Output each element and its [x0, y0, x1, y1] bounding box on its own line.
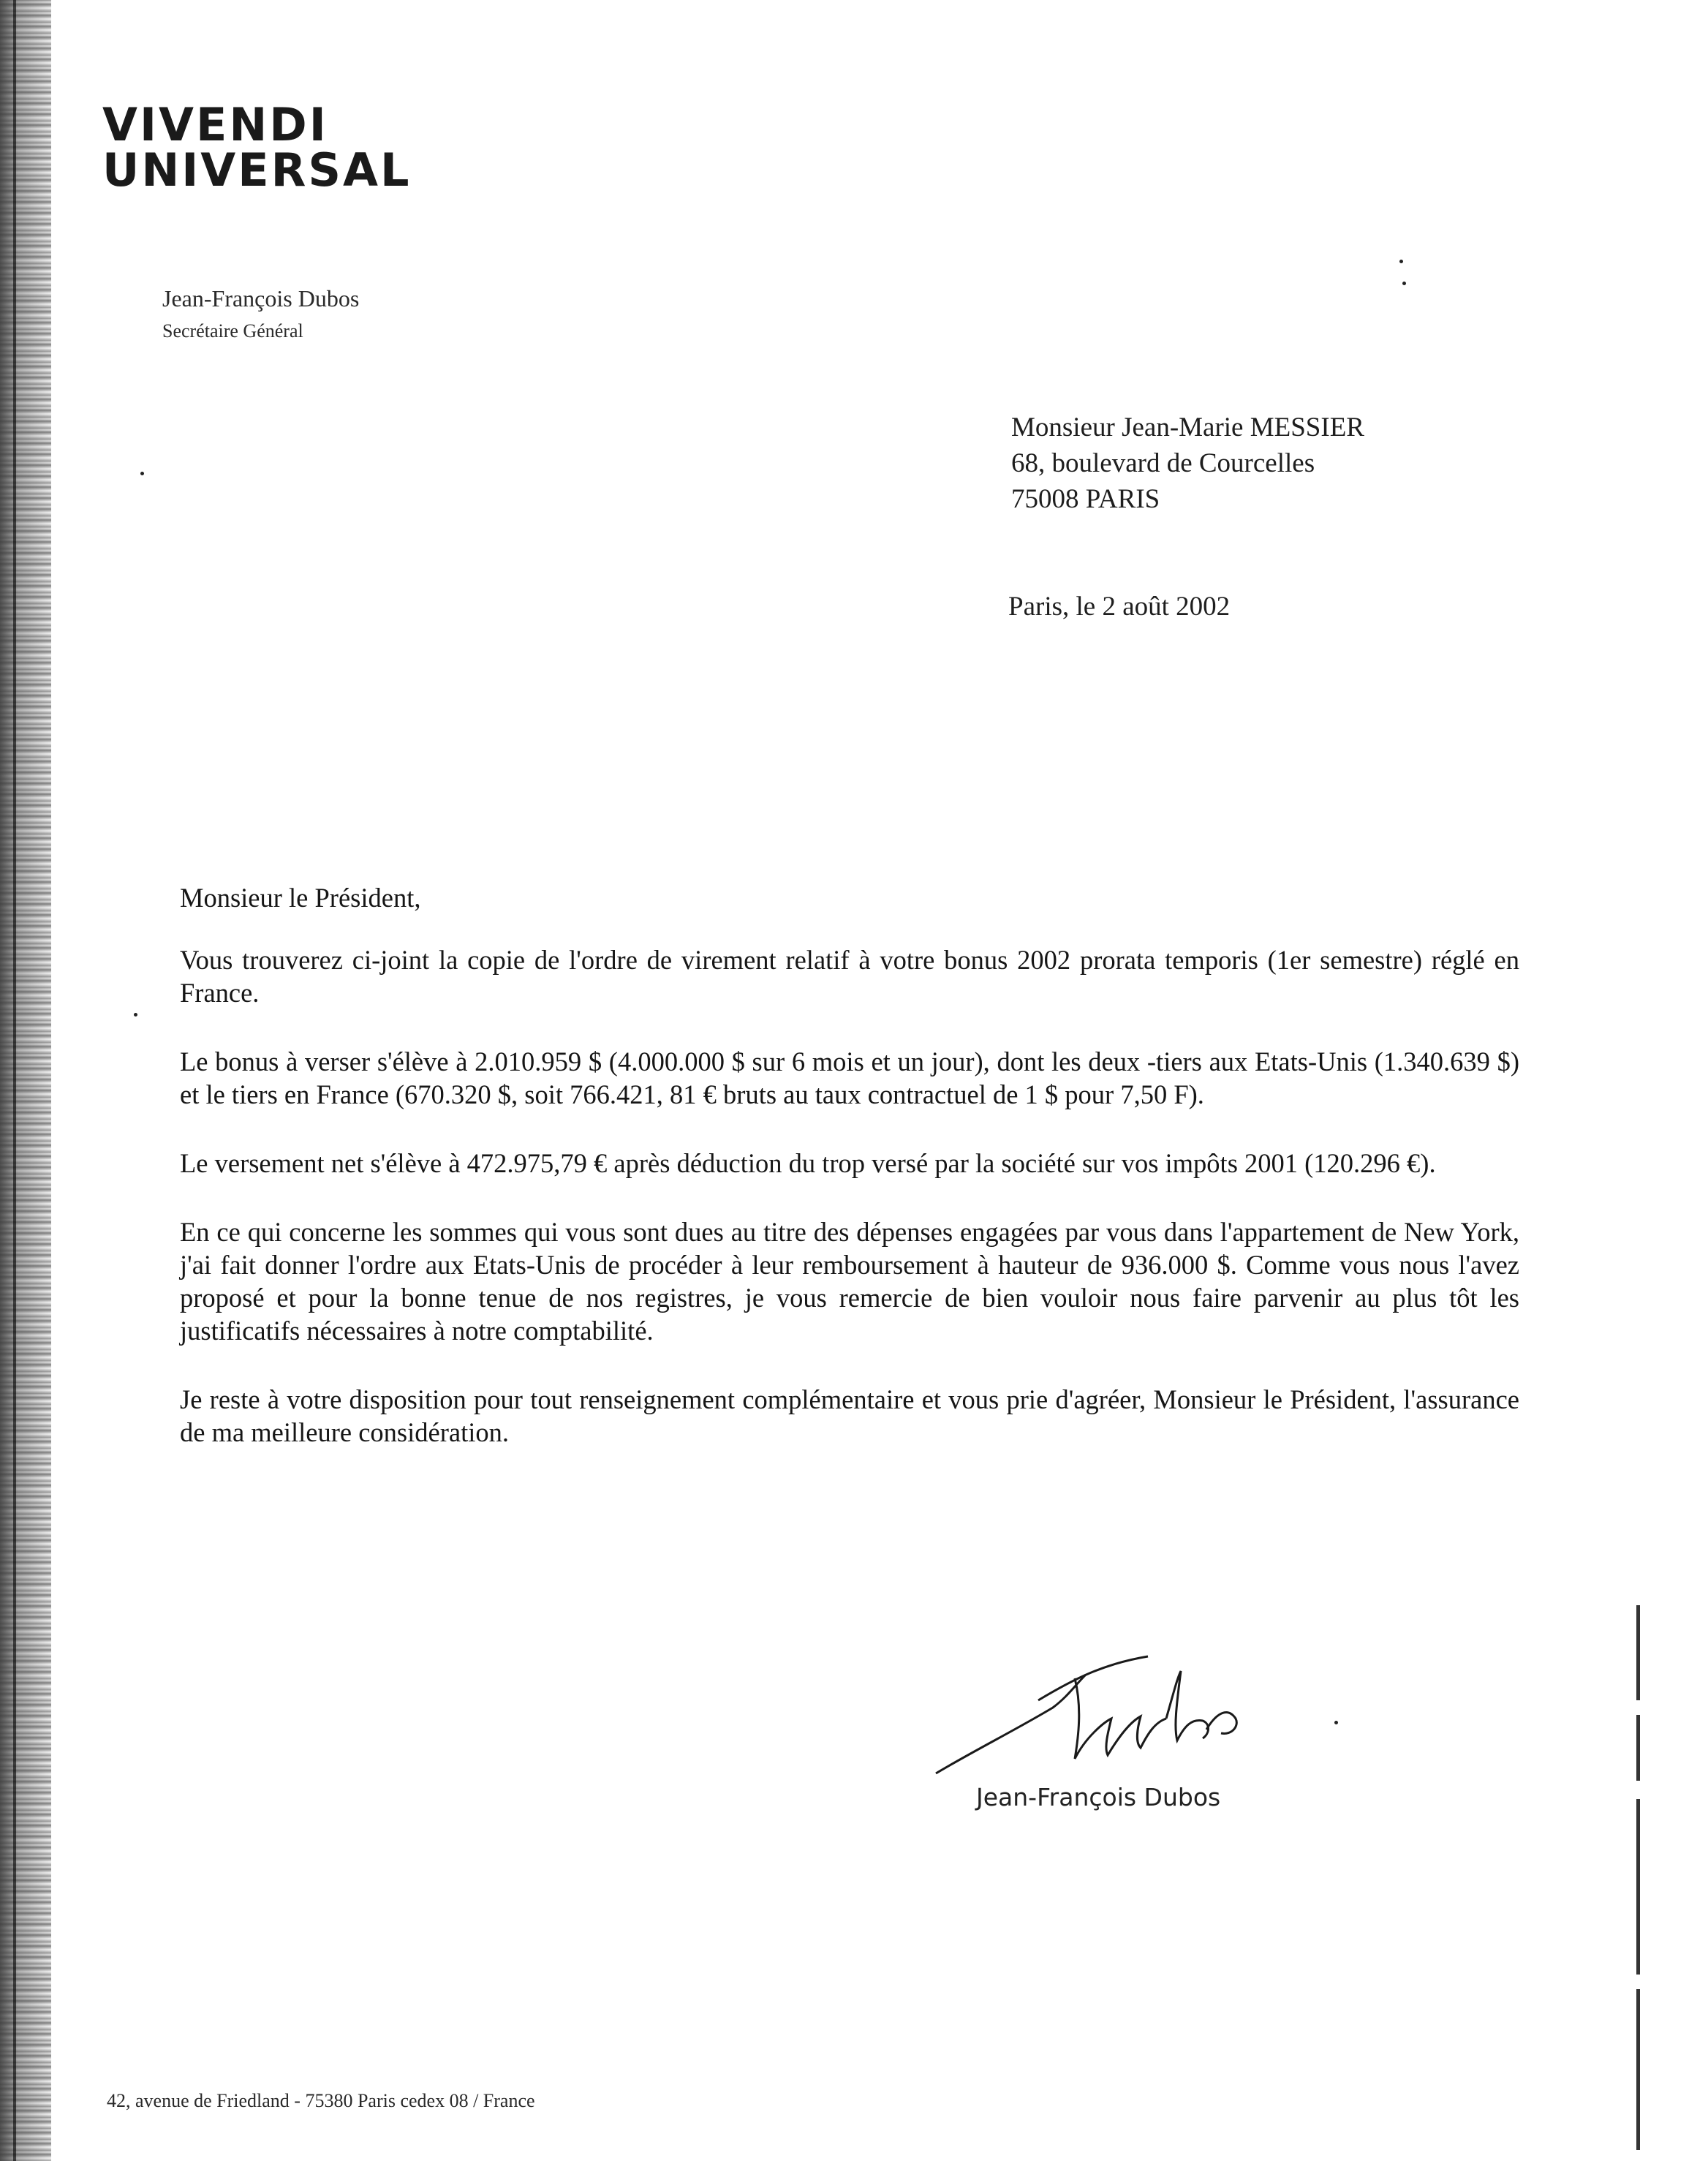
sender-name: Jean-François Dubos [162, 285, 360, 312]
sender-title: Secrétaire Général [162, 320, 303, 342]
handwritten-signature [929, 1649, 1338, 1781]
footer-address: 42, avenue de Friedland - 75380 Paris cedex 08 / France [107, 2090, 535, 2111]
paragraph-3: Le versement net s'élève à 472.975,79 € après déduction du trop versé par la société sur vos impôts 2001 (120.296 €). [180, 1148, 1436, 1178]
scan-dot [1399, 260, 1403, 263]
scan-edge-line [13, 0, 16, 2161]
scan-mark [1636, 1605, 1640, 1700]
scan-dot [140, 472, 144, 475]
signer-name: Jean-François Dubos [976, 1783, 1221, 1811]
salutation: Monsieur le Président, [180, 883, 421, 913]
recipient-street: 68, boulevard de Courcelles [1011, 448, 1315, 478]
logo-line-2: UNIVERSAL [102, 143, 412, 197]
logo-line-1: VIVENDI [102, 98, 328, 151]
paragraph-5: Je reste à votre disposition pour tout renseignement complémentaire et vous prie d'agréer, Monsieur le Président, l'assurance de ma meilleure considération. [180, 1384, 1519, 1447]
recipient-city: 75008 PARIS [1011, 484, 1160, 514]
scan-mark [1636, 1989, 1640, 2150]
recipient-address [1011, 410, 1364, 517]
recipient-name: Monsieur Jean-Marie MESSIER [1011, 412, 1364, 442]
scan-dot [1402, 282, 1406, 285]
scan-mark [1636, 1715, 1640, 1781]
scan-edge-noise [0, 0, 51, 2161]
scan-dot [134, 1013, 137, 1017]
letter-date: Paris, le 2 août 2002 [1008, 592, 1231, 622]
letter-body [180, 881, 1519, 1485]
paragraph-4: En ce qui concerne les sommes qui vous sont dues au titre des dépenses engagées par vous dans l'appartement de New York, j'ai fait donner l'ordre aux Etats-Unis de procéder à leur remboursement à hauteur de 936.000 $. Comme vous nous l'avez proposé et pour la bonne tenue de nos registres, je vous remercie de bien vouloir nous faire parvenir au plus tôt les justificatifs nécessaires à notre comptabilité. [180, 1217, 1519, 1346]
scan-mark [1636, 1799, 1640, 1975]
paragraph-2: Le bonus à verser s'élève à 2.010.959 $ (4.000.000 $ sur 6 mois et un jour), dont les deux -tiers aux Etats-Unis (1.340.639 $) et le tiers en France (670.320 $, soit 766.421, 81 € bruts au taux contractuel de 1 $ pour 7,50 F). [180, 1046, 1519, 1109]
paragraph-1: Vous trouverez ci-joint la copie de l'ordre de virement relatif à votre bonus 2002 prorata temporis (1er semestre) réglé en France. [180, 945, 1519, 1008]
company-logo [102, 98, 412, 197]
